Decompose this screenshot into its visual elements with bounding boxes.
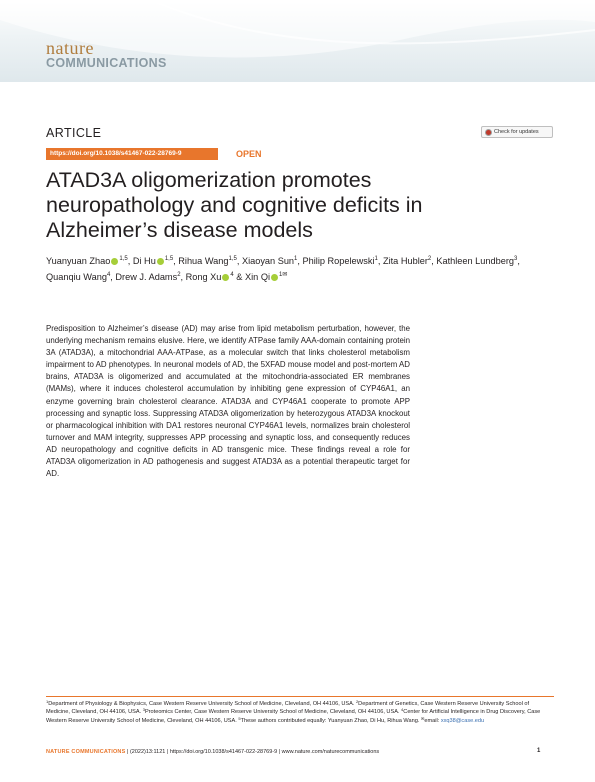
page-number: 1 [537, 748, 541, 754]
author-separator: , [297, 256, 303, 266]
author-affiliation-marker: 2 [177, 272, 181, 278]
envelope-icon: ✉ [420, 715, 425, 721]
author-separator: , [110, 272, 116, 282]
author-entry [46, 256, 133, 266]
logo-nature-text: nature [46, 38, 94, 58]
author-entry [242, 256, 303, 266]
author-separator: , [180, 272, 186, 282]
author-affiliation-marker: 1,5 [164, 256, 174, 262]
author-entry [383, 256, 436, 266]
author-separator: , [173, 256, 179, 266]
journal-logo[interactable] [46, 40, 167, 70]
affiliation-1: Department of Physiology & Biophysics, Case Western Reserve University School of Medicine, Cleveland, OH 44106, USA. [48, 701, 355, 707]
author-name[interactable]: Philip Ropelewski [302, 256, 375, 266]
author-separator: , [377, 256, 383, 266]
page-footer [46, 748, 554, 756]
author-entry [46, 272, 115, 282]
author-name[interactable]: Xin Qi [244, 272, 271, 282]
author-entry [303, 256, 383, 266]
author-name[interactable]: Kathleen Lundberg [436, 256, 515, 266]
author-affiliation-marker: 1✉ [279, 272, 288, 278]
footer-journal-name: NATURE COMMUNICATIONS [46, 749, 126, 755]
author-name[interactable]: Zita Hubler [382, 256, 428, 266]
open-access-label: OPEN [236, 149, 262, 159]
author-name[interactable]: Yuanyuan Zhao [46, 256, 111, 266]
author-entry [133, 256, 178, 266]
orcid-icon[interactable] [271, 274, 278, 281]
author-entry [115, 272, 185, 282]
footnote-marker: 3 [142, 707, 145, 713]
author-entry [178, 256, 242, 266]
author-separator: , [517, 256, 520, 266]
doi-link[interactable]: https://doi.org/10.1038/s41467-022-28769-9 [46, 148, 218, 160]
author-name[interactable]: Drew J. Adams [115, 272, 178, 282]
check-for-updates-label: Check for updates [494, 129, 539, 135]
author-name[interactable]: Xiaoyan Sun [241, 256, 295, 266]
corresponding-email-link[interactable]: xxq38@case.edu [440, 717, 485, 724]
author-name[interactable]: Di Hu [132, 256, 156, 266]
author-separator: & [233, 272, 245, 282]
author-entry [186, 272, 245, 282]
check-for-updates-button[interactable] [481, 126, 553, 138]
abstract-text: Predisposition to Alzheimer’s disease (AD) may arise from lipid metabolism perturbation, however, the underlying mechanism remains elusive. Here, we identify ATPase family AAA-domain containing protein 3A (ATAD3A), a mitochondrial AAA-ATPase, as a molecular switch that links cholesterol metabolism impairment to AD phenotypes. In neuronal models of AD, the 5XFAD mouse model and post-mortem AD brains, ATAD3A is oligomerized and accumulated at the mitochondria-associated ER membranes (MAMs), where it induces cholesterol accumulation by inhibiting gene expression of CYP46A1, an enzyme governing brain cholesterol clearance. ATAD3A and CYP46A1 cooperate to promote APP processing and synaptic loss. Suppressing ATAD3A oligomerization by heterozygous ATAD3A knockout or pharmacological inhibition with DA1 restores neuronal CYP46A1 levels, normalizes brain cholesterol turnover and MAM integrity, suppresses APP processing and synaptic loss, and consequently reduces AD neuropathology and cognitive deficits in AD transgenic mice. These findings reveal a role for ATAD3A oligomerization in AD pathogenesis and suggest ATAD3A as a potential therapeutic target for AD. [46, 324, 410, 479]
affiliation-4: Center for Artificial Intelligence in Drug Discovery, Case Western Reserve University School of Medicine, Cleveland, OH 44106, USA. [46, 709, 541, 724]
affiliation-2: Department of Genetics, Case Western Reserve University School of Medicine, Cleveland, OH 44106, USA. [46, 701, 530, 716]
author-name[interactable]: Rihua Wang [178, 256, 229, 266]
author-affiliation-marker: 1,5 [119, 256, 128, 262]
author-list [46, 253, 556, 285]
author-affiliation-marker: 3 [514, 256, 518, 262]
author-separator: , [236, 256, 242, 266]
orcid-icon[interactable] [157, 258, 164, 265]
footnote-marker: 1 [46, 699, 49, 704]
author-name[interactable]: Quanqiu Wang [46, 272, 107, 282]
footnote-marker: 4 [401, 707, 404, 713]
author-affiliation-marker: 1 [294, 256, 298, 262]
orcid-icon[interactable] [222, 274, 229, 281]
logo-communications-text: COMMUNICATIONS [46, 56, 167, 70]
crossmark-icon [485, 129, 492, 136]
author-entry [436, 256, 520, 266]
author-separator: , [127, 256, 133, 266]
author-affiliation-marker: 1,5 [228, 256, 237, 262]
orcid-icon[interactable] [111, 258, 118, 265]
affiliation-3: Proteomics Center, Case Western Reserve University School of Medicine, Cleveland, OH 44106, USA. [144, 709, 400, 716]
author-name[interactable]: Rong Xu [185, 272, 222, 282]
footnote-marker: 2 [355, 699, 359, 704]
author-affiliation-marker: 4 [106, 272, 111, 278]
footnote-marker: 5 [238, 715, 241, 721]
author-separator: , [431, 256, 437, 266]
footer-citation[interactable]: | (2022)13:1121 | https://doi.org/10.1038/s41467-022-28769-9 | www.nature.com/naturecommunications [127, 749, 380, 755]
author-affiliation-marker: 2 [427, 256, 432, 262]
article-title: ATAD3A oligomerization promotes neuropathology and cognitive deficits in Alzheimer’s disease models [46, 168, 423, 242]
email-label: email: [424, 717, 440, 724]
author-affiliation-marker: 4 [230, 272, 234, 278]
author-entry [245, 272, 287, 282]
affiliations-footnote [46, 696, 554, 725]
equal-contribution-note: These authors contributed equally: Yuanyuan Zhao, Di Hu, Rihua Wang. [240, 717, 420, 724]
article-type-label: ARTICLE [46, 126, 102, 140]
author-affiliation-marker: 1 [374, 256, 378, 262]
